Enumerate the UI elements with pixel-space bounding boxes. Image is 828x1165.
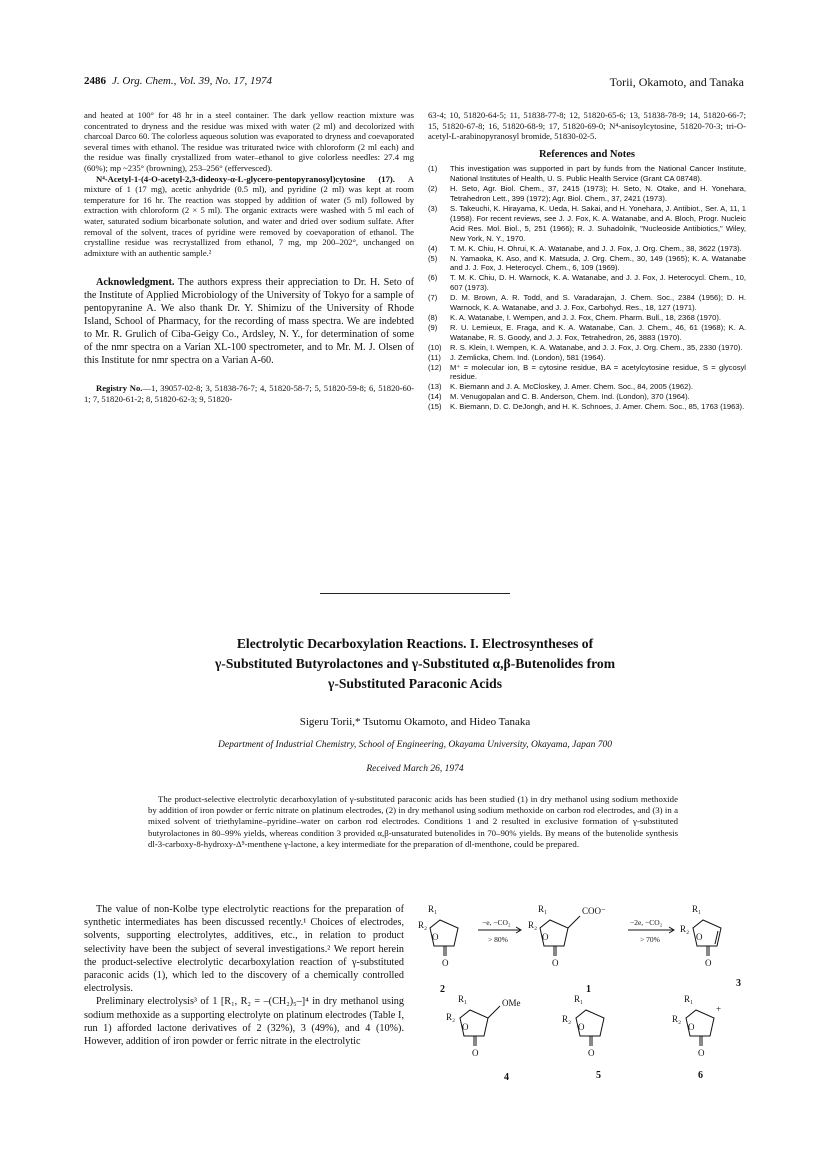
- running-header-left: [84, 75, 272, 87]
- reference-text: R. U. Lemieux, E. Fraga, and K. A. Watanabe, Can. J. Chem., 46, 61 (1968); K. A. Watanabe, R. S. Goody, and J. J. Fox, Tetrahedron, 26, 3883 (1970).: [450, 322, 746, 342]
- reference-text: K. A. Watanabe, I. Wempen, and J. J. Fox, Chem. Pharm. Bull., 18, 2368 (1970).: [450, 312, 721, 322]
- title-line-1: Electrolytic Decarboxylation Reactions. I. Electrosyntheses of: [236, 636, 594, 651]
- running-header-authors: Torii, Okamoto, and Tanaka: [609, 75, 744, 89]
- article-authors: Sigeru Torii,* Tsutomu Okamoto, and Hideo Tanaka: [299, 716, 531, 728]
- arrow-2-yield: > 70%: [640, 935, 660, 944]
- reference-number: (2): [428, 184, 438, 194]
- reference-number: (8): [428, 312, 438, 322]
- reference-text: M. Venugopalan and C. B. Anderson, Chem. Ind. (London), 370 (1964).: [450, 392, 690, 402]
- reference-number: (13): [428, 382, 442, 392]
- reference-item: [428, 184, 746, 204]
- reference-item: [428, 204, 746, 244]
- reference-text: T. M. K. Chiu, H. Ohrui, K. A. Watanabe, and J. J. Fox, J. Org. Chem., 38, 3622 (1973).: [450, 243, 742, 253]
- article-title: [100, 634, 730, 694]
- reference-number: (5): [428, 253, 438, 263]
- body-paragraph-2: Preliminary electrolysis³ of 1 [R₁, R₂ = –(CH₂)₅–]⁴ in dry methanol using sodium methoxide as a supporting electrolyte on platinum electrodes (Table I, run 1) afforded lactone derivatives of 2 (32%), 3 (49%), and 4 (10%). However, addition of iron powder or ferric nitrate in the electrolytic: [84, 996, 404, 1048]
- scheme-3-carbonyl-o: O: [705, 958, 712, 968]
- reference-number: (6): [428, 273, 438, 283]
- reference-text: T. M. K. Chiu, D. H. Warnock, K. A. Watanabe, and J. J. Fox, J. Heterocycl. Chem., 10, 607 (1973).: [450, 273, 746, 293]
- compound-17-heading: N⁴-Acetyl-1-(4-O-acetyl-2,3-dideoxy-α-L-glycero-pentopyranosyl)cytosine (17).: [96, 173, 395, 184]
- reference-number: (12): [428, 362, 442, 372]
- reference-text: R. S. Klein, I. Wempen, K. A. Watanabe, and J. J. Fox, J. Org. Chem., 35, 2330 (1970).: [450, 342, 743, 352]
- reference-text: S. Takeuchi, K. Hirayama, K. Ueda, H. Sakai, and H. Yonehara, J. Antibiot., Ser. A, 11, 1 (1958). For recent reviews, see J. J. Fox, K. A. Watanabe, and A. Bloch, Progr. Nucleic Acid Res. Mol. Biol., 5, 251 (1966); R. J. Suhadolnik, "Nucleoside Antibiotics," Wiley, New York, N. Y., 1970.: [450, 204, 746, 243]
- paragraph-experimental-end: and heated at 100° for 48 hr in a steel container. The dark yellow reaction mixture was concentrated to dryness and the residue was mixed with water (2 ml) and decolorized with charcoal Darco 60. The colorless aqueous solution was evaporated to dryness and coevaporated several times with ethanol. The residue was triturated twice with chloroform (2 ml each) and the residue was finally crystallized from water–ethanol to give colorless needles: 27.4 mg (60%); mp ~235° (browning), 253–256° (effervesced).: [84, 110, 414, 173]
- references-heading: References and Notes: [538, 148, 636, 160]
- compound-label-6: 6: [698, 1070, 703, 1081]
- acknowledgment-heading: Acknowledgment.: [96, 277, 175, 289]
- reaction-scheme: [418, 898, 748, 1088]
- scheme-3-ring-o: O: [696, 932, 703, 942]
- reference-number: (4): [428, 243, 438, 253]
- scheme-4-methoxy: OMe: [502, 998, 521, 1008]
- scheme-1-ring-o: O: [542, 932, 549, 942]
- scheme-5-r1: R₁: [574, 994, 584, 1004]
- scheme-6-ring-o: O: [688, 1022, 695, 1032]
- section-divider: [320, 593, 510, 594]
- scheme-6-carbonyl-o: O: [698, 1048, 705, 1058]
- scheme-5-ring-o: O: [578, 1022, 585, 1032]
- scheme-5-carbonyl-o: O: [588, 1048, 595, 1058]
- reference-number: (7): [428, 293, 438, 303]
- registry-numbers-continued: 63-4; 10, 51820-64-5; 11, 51838-77-8; 12, 51820-65-6; 13, 51838-78-9; 14, 51820-66-7; 15, 51820-67-8; 16, 51820-68-9; 17, 51820-69-0; N⁴-anisoylcytosine, 51820-70-3; tri-O-acetyl-L-arabinopyranosyl bromide, 51830-02-5.: [428, 110, 746, 142]
- references-list: [428, 164, 746, 412]
- reference-item: [428, 164, 746, 184]
- scheme-3-r2: R₂: [680, 924, 690, 934]
- compound-label-1: 1: [586, 984, 591, 995]
- registry-heading: Registry No.: [96, 383, 143, 394]
- scheme-4-ring-o: O: [462, 1022, 469, 1032]
- reference-item: [428, 293, 746, 313]
- reference-number: (1): [428, 164, 438, 174]
- left-column: [84, 110, 414, 405]
- scheme-1-r1: R₁: [538, 904, 548, 914]
- paragraph-compound-17: [84, 174, 414, 259]
- arrow-1-yield: > 80%: [488, 935, 508, 944]
- reference-item: [428, 244, 746, 254]
- reference-item: [428, 273, 746, 293]
- compound-label-2: 2: [440, 984, 445, 995]
- reference-number: (15): [428, 402, 442, 412]
- article-affiliation: Department of Industrial Chemistry, School of Engineering, Okayama University, Okayama, Japan 700: [218, 740, 612, 750]
- scheme-4-r2: R₂: [446, 1012, 456, 1022]
- scheme-2-ring-o: O: [432, 932, 439, 942]
- reference-item: [428, 313, 746, 323]
- reference-number: (11): [428, 352, 441, 362]
- compound-label-3: 3: [736, 978, 741, 989]
- journal-citation: J. Org. Chem., Vol. 39, No. 17, 1974: [112, 75, 273, 87]
- scheme-2-r2: R₂: [418, 920, 428, 930]
- title-line-2: γ-Substituted Butyrolactones and γ-Substituted α,β-Butenolides from: [214, 656, 616, 671]
- scheme-1-r2: R₂: [528, 920, 538, 930]
- reference-text: J. Zemlicka, Chem. Ind. (London), 581 (1964).: [450, 352, 606, 362]
- right-column: [428, 110, 746, 412]
- registry-numbers: [84, 383, 414, 404]
- body-paragraph-1: The value of non-Kolbe type electrolytic reactions for the preparation of synthetic intermediates has been discussed recently.¹ Choices of electrodes, solvents, supporting electrolytes, additives, etc., in relation to product selectivity have been the subject of several investigations.² We report herein the product-selective electrolytic decarboxylation reaction of γ-substituted paraconic acids (1), which led to the discovery of a chemically controlled electrolysis.: [84, 904, 404, 995]
- reference-text: H. Seto, Agr. Biol. Chem., 37, 2415 (1973); H. Seto, N. Otake, and H. Yonehara, Tetrahedron Lett., 399 (1972); Agr. Biol. Chem., 37, 2421 (1973).: [450, 184, 746, 204]
- reaction-scheme-drawing: [418, 898, 748, 1088]
- reference-text: D. M. Brown, A. R. Todd, and S. Varadarajan, J. Chem. Soc., 2384 (1956); D. H. Warnock, K. A. Watanabe, and J. J. Fox, Carbohyd. Res., 18, 127 (1971).: [450, 293, 746, 313]
- scheme-5-r2: R₂: [562, 1014, 572, 1024]
- scheme-4-r1: R₁: [458, 994, 468, 1004]
- article-body: [84, 903, 404, 1048]
- title-line-3: γ-Substituted Paraconic Acids: [327, 676, 503, 691]
- compound-17-body: A mixture of 1 (17 mg), acetic anhydride (0.5 ml), and pyridine (2 ml) was kept at room temperature for 16 hr. The reaction was stopped by addition of water (5 ml) followed by extraction with chloroform (2 × 5 ml). The organic extracts were washed with 5 ml each of water, saturated sodium bicarbonate solution, and water and dried over sodium sulfate. After removal of the solvent, traces of pyridine were removed by coevaporation of ethanol. The crystalline residue was recrystallized from ethanol, 7 mg, mp 200–202°, unchanged on admixture with an authentic sample.²: [84, 173, 414, 258]
- registry-body: —1, 39057-02-8; 3, 51838-76-7; 4, 51820-58-7; 5, 51820-59-8; 6, 51820-60-1; 7, 51820-61-2; 8, 51820-62-3; 9, 51820-: [84, 383, 414, 404]
- reference-text: K. Biemann, D. C. DeJongh, and H. K. Schnoes, J. Amer. Chem. Soc., 85, 1763 (1963).: [450, 402, 745, 412]
- reference-number: (3): [428, 204, 438, 213]
- scheme-6-r1: R₁: [684, 994, 694, 1004]
- scheme-4-carbonyl-o: O: [472, 1048, 479, 1058]
- reference-item: [428, 402, 746, 412]
- abstract: The product-selective electrolytic decarboxylation of γ-substituted paraconic acids has been studied (1) in dry methanol using sodium methoxide by addition of iron powder or ferric nitrate on platinum electrodes, (2) in dry methanol using sodium methoxide on carbon rod electrodes, and (3) in a mixed solvent of triethylamine–pyridine–water on carbon rod electrodes. Conditions 1 and 2 resulted in exclusive formation of γ-substituted butyrolactones in 80–99% yields, whereas condition 3 provided α,β-unsaturated butenolides in 70–90% yields. By means of the butenolide synthesis dl-3-carboxy-8-hydroxy-Δ⁵-menthene γ-lactone, a key intermediate for the preparation of dl-menthone, could be prepared.: [148, 794, 678, 849]
- scheme-2-carbonyl-o: O: [442, 958, 449, 968]
- acknowledgment-body: The authors express their appreciation to Dr. H. Seto of the Institute of Applied Microbiology of the University of Tokyo for a sample of pentopyranine A. We also thank Dr. Y. Shimizu of the University of Rhode Island, School of Pharmacy, for the recording of mass spectra. We are indebted to Mr. R. Grulich of Ciba-Geigy Co., Ardsley, N. Y., for determination of some of the nmr spectra on a Varian XL-100 spectrometer, and to Mr. M. J. Olsen of this Institute for nmr spectra on a Varian A-60.: [84, 277, 414, 367]
- scheme-1-carboxylate: COO⁻: [582, 906, 606, 916]
- reference-number: (14): [428, 392, 442, 402]
- acknowledgment: [84, 276, 414, 367]
- reference-number: (10): [428, 342, 442, 352]
- reference-item: [428, 323, 746, 343]
- scheme-1-carbonyl-o: O: [552, 958, 559, 968]
- reference-item: [428, 392, 746, 402]
- reference-text: N. Yamaoka, K. Aso, and K. Matsuda, J. Org. Chem., 30, 149 (1965); K. A. Watanabe and J. J. Fox, J. Heterocycl. Chem., 6, 109 (1969).: [450, 253, 746, 273]
- reference-text: This investigation was supported in part by funds from the National Cancer Institute, National Institutes of Health, U. S. Public Health Service (Grant CA 08748).: [450, 164, 746, 184]
- reference-number: (9): [428, 322, 438, 332]
- reference-text: M⁺ = molecular ion, B = cytosine residue, BA = acetylcytosine residue, S = glycosyl residue.: [450, 362, 746, 382]
- reference-item: [428, 254, 746, 274]
- reference-text: K. Biemann and J. A. McCloskey, J. Amer. Chem. Soc., 84, 2005 (1962).: [450, 382, 693, 392]
- arrow-2-conditions: −2e, −CO₂: [630, 918, 663, 927]
- reference-item: [428, 363, 746, 383]
- page-number: 2486: [84, 75, 106, 87]
- reference-item: [428, 382, 746, 392]
- reference-item: [428, 343, 746, 353]
- reference-item: [428, 353, 746, 363]
- compound-label-4: 4: [504, 1072, 509, 1083]
- received-date: Received March 26, 1974: [366, 764, 464, 774]
- scheme-6-cation: +: [716, 1004, 722, 1014]
- compound-label-5: 5: [596, 1070, 601, 1081]
- scheme-6-r2: R₂: [672, 1014, 682, 1024]
- scheme-3-r1: R₁: [692, 904, 702, 914]
- scheme-2-r1: R₁: [428, 904, 438, 914]
- arrow-1-conditions: −e, −CO₂: [482, 918, 511, 927]
